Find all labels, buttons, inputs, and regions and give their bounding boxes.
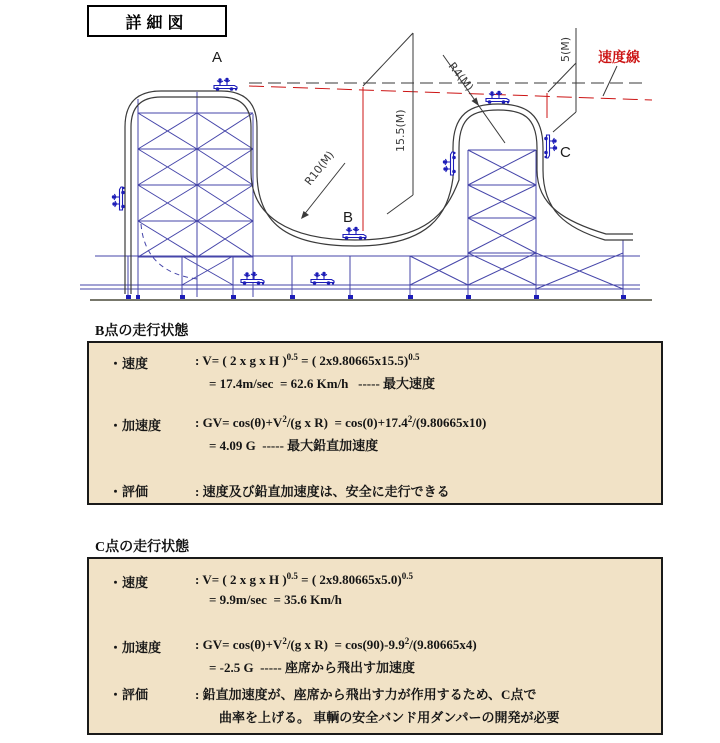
b-accel-formula: : $GV= \cos(\theta)+V^2/(g$ x $R) = \cos(0)+17.4^2/(9.80665x10)$: [195, 414, 487, 430]
cart-hill2-top: [486, 91, 509, 104]
c-eval-label: ・評価: [109, 687, 149, 702]
b-speed-label: ・速度: [109, 356, 149, 371]
b-speed-formula: : V= ( 2 x g x H )$^{0.5}$ = ( 2x9.80665x15.5)$^{0.5}$: [195, 352, 420, 368]
cart-at-a: [214, 78, 237, 91]
b-eval-label: ・評価: [109, 484, 149, 499]
section-b-header: B点の走行状態: [95, 324, 189, 339]
speed-line-leader: [603, 66, 617, 96]
label-point-b: B: [343, 209, 354, 226]
c-accel-label: ・加速度: [109, 640, 162, 655]
cart-at-c: [544, 135, 557, 158]
speed-line-label: 速度線: [598, 50, 640, 66]
dimension-15-5-label: 15.5(M): [394, 109, 407, 152]
drawing-title: 詳細図: [125, 14, 189, 32]
c-speed-label: ・速度: [109, 575, 149, 590]
c-eval-text2: 曲率を上げる。 車輌の安全バンド用ダンパーの開発が必要: [219, 710, 560, 725]
cart-hill2-left: [443, 152, 456, 175]
drawing-title-box: [87, 5, 227, 37]
dimension-5-label: 5(M): [559, 36, 572, 62]
coaster-track: [125, 91, 633, 294]
b-speed-result: = 17.4m/sec = 62.6 Km/h ----- 最大速度: [209, 376, 436, 391]
c-speed-result: = 9.9m/sec = 35.6 Km/h: [209, 592, 342, 607]
cart-ground-2: [311, 272, 334, 285]
support-lattice: [80, 92, 640, 299]
coaster-diagram: [0, 0, 720, 318]
b-accel-label: ・加速度: [109, 418, 162, 433]
b-accel-result: = 4.09 G ----- 最大鉛直加速度: [209, 438, 379, 453]
label-point-a: A: [212, 49, 223, 66]
c-eval-text1: : 鉛直加速度が、座席から飛出す力が作用するため、C点で: [195, 687, 537, 702]
c-accel-formula: : $GV= \cos(\theta)+V^2/(g$ x $R) = \cos(90)-9.9^2/(9.80665x4)$: [195, 636, 477, 652]
point-c-status-panel: [87, 557, 663, 735]
c-speed-formula: : V= ( 2 x g x H )$^{0.5}$ = ( 2x9.80665x5.0)$^{0.5}$: [195, 571, 413, 587]
b-eval-text: : 速度及び鉛直加速度は、安全に走行できる: [195, 484, 450, 499]
section-c-header: C点の走行状態: [95, 540, 190, 555]
speed-line: [249, 86, 652, 100]
cart-hill1-left: [112, 187, 125, 210]
radius-r4-label: R4(M): [445, 59, 477, 94]
label-point-c: C: [560, 144, 571, 161]
radius-r10-label: R10(M): [302, 148, 337, 188]
point-b-status-panel: [87, 341, 663, 505]
c-accel-result: = -2.5 G ----- 座席から飛出す加速度: [209, 660, 415, 675]
